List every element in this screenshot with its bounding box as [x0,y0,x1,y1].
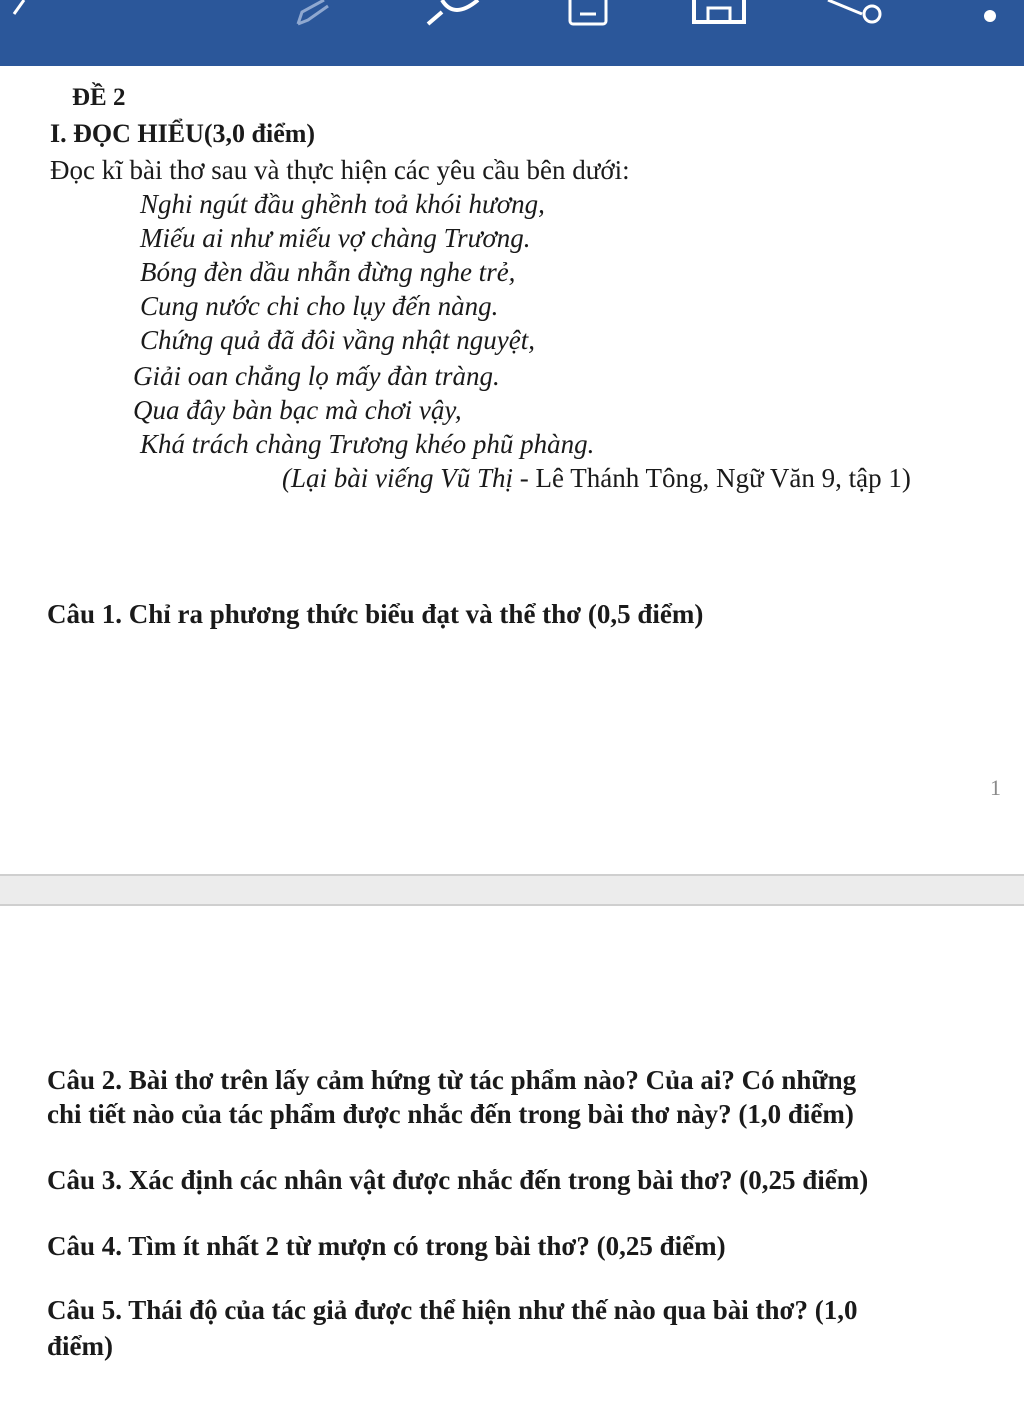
app-toolbar [0,0,1024,66]
document-page-2 [0,906,1024,1406]
poem-source [282,462,911,494]
share-icon[interactable] [822,0,886,30]
poem-line: Cung nước chi cho lụy đến nàng. [140,291,499,321]
question-4: Câu 4. Tìm ít nhất 2 từ mượn có trong bài thơ? (0,25 điểm) [47,1231,726,1261]
question-1: Câu 1. Chỉ ra phương thức biểu đạt và thể thơ (0,5 điểm) [47,599,704,629]
question-3: Câu 3. Xác định các nhân vật được nhắc đến trong bài thơ? (0,25 điểm) [47,1165,869,1195]
document-page-1 [0,66,1024,874]
more-icon[interactable] [976,0,1006,30]
poem-line: Giải oan chẳng lọ mấy đàn tràng. [133,361,500,391]
page-separator [0,874,1024,906]
back-icon[interactable] [0,0,40,30]
question-5-line-2: điểm) [47,1331,113,1361]
save-icon[interactable] [690,0,750,30]
poem-source-title: (Lại bài viếng Vũ Thị [282,463,513,493]
poem-line: Bóng đèn dầu nhẫn đừng nghe trẻ, [140,257,516,287]
question-5-line-1: Câu 5. Thái độ của tác giả được thể hiện như thế nào qua bài thơ? (1,0 [47,1295,858,1325]
poem-line: Qua đây bàn bạc mà chơi vậy, [133,395,462,425]
section-title: I. ĐỌC HIỂU(3,0 điểm) [50,119,316,148]
instruction-text: Đọc kĩ bài thơ sau và thực hiện các yêu cầu bên dưới: [50,155,630,185]
poem-line: Khá trách chàng Trương khéo phũ phàng. [140,429,595,459]
mobile-view-icon[interactable] [566,0,610,30]
pen-icon[interactable] [284,0,334,30]
poem-line: Miếu ai như miếu vợ chàng Trương. [140,223,531,253]
poem-line: Nghi ngút đầu ghềnh toả khói hương, [140,189,545,219]
poem-line: Chứng quả đã đôi vầng nhật nguyệt, [140,325,535,355]
poem-source-author: - Lê Thánh Tông, Ngữ Văn 9, tập 1) [513,463,911,493]
exam-heading: ĐỀ 2 [72,84,126,111]
page-number: 1 [990,775,1001,800]
search-icon[interactable] [420,0,490,30]
question-2-line-2: chi tiết nào của tác phẩm được nhắc đến trong bài thơ này? (1,0 điểm) [47,1099,854,1129]
question-2-line-1: Câu 2. Bài thơ trên lấy cảm hứng từ tác phẩm nào? Của ai? Có những [47,1065,857,1095]
